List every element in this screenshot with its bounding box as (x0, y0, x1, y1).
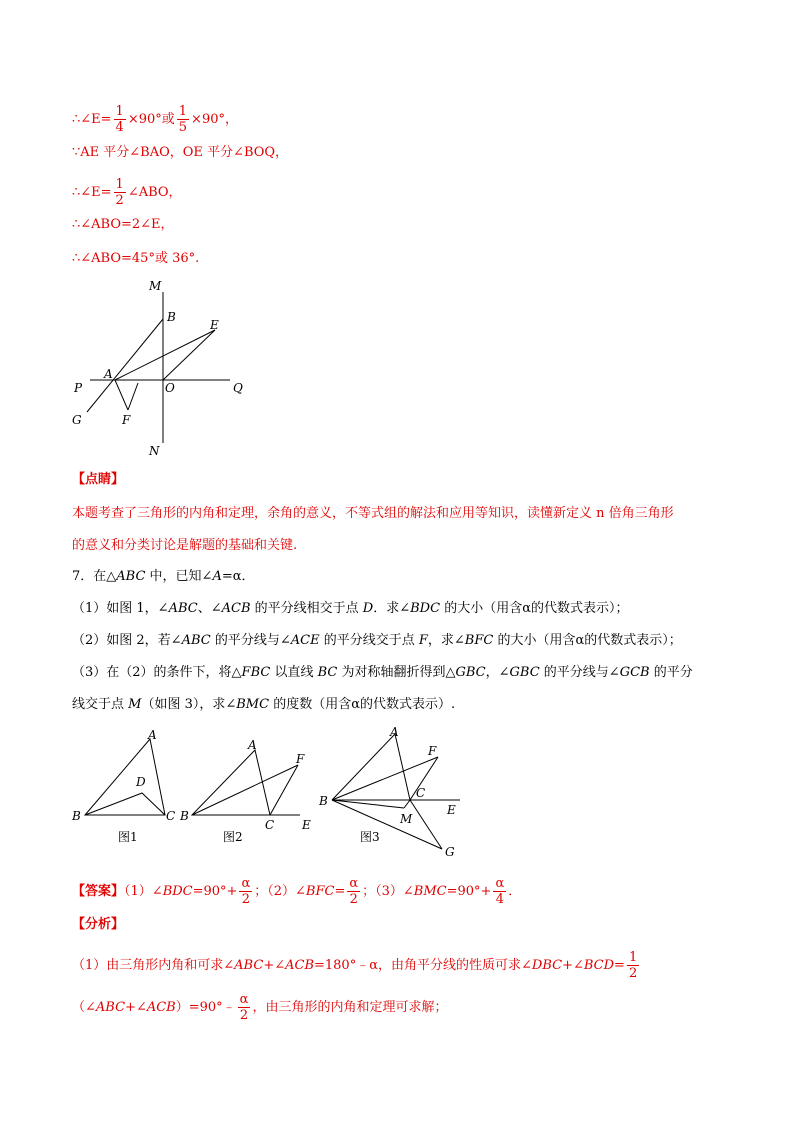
problem-7-stem (72, 567, 255, 587)
text: 、∠ (197, 601, 222, 616)
text: BFC (464, 633, 494, 648)
text: GCB (619, 665, 650, 680)
text: 以直线 (270, 665, 318, 680)
fig1-drawing (85, 739, 165, 815)
text: 线交于点 (72, 697, 129, 712)
label-B: B (167, 310, 176, 324)
denominator: 4 (495, 892, 504, 907)
problem-7-part-2 (72, 631, 682, 651)
solution-line-4: ∴∠ABO=2∠E， (72, 217, 174, 232)
text: 7．在△ (72, 569, 117, 584)
fig3-label-E: E (447, 803, 456, 817)
text: ，由三角形的内角和定理可求解； (252, 1000, 448, 1015)
label-O: O (165, 381, 175, 395)
denominator: 2 (241, 892, 250, 907)
text: DBC (531, 958, 563, 973)
numerator: α (495, 876, 505, 891)
fig2-label-F: F (296, 752, 305, 766)
text: ABC (181, 633, 211, 648)
fraction (627, 950, 639, 981)
text: BDC (162, 884, 193, 899)
label-Q: Q (233, 381, 243, 395)
label-E: E (210, 318, 219, 332)
fraction (239, 876, 252, 907)
fig3-label-F: F (428, 744, 437, 758)
answer-heading: 【答案】 (72, 884, 125, 899)
text: ；（2）∠ (254, 884, 306, 899)
fig2-label-C: C (265, 818, 275, 832)
analysis-heading: 【分析】 (72, 917, 125, 932)
fig3-label-B: B (319, 794, 328, 808)
text: GBC (455, 665, 486, 680)
text: BC (317, 665, 338, 680)
text: M (128, 697, 142, 712)
text: ×90°或 (127, 112, 175, 127)
fig1-label-B: B (72, 809, 81, 823)
numerator: 1 (628, 950, 638, 965)
text: A (212, 569, 222, 584)
text: 的大小（用含α的代数式表示）； (493, 633, 682, 648)
text: 的平分 (649, 665, 693, 680)
line-AE (115, 330, 215, 380)
text: D (362, 601, 374, 616)
text: F (418, 633, 428, 648)
text: ∴∠E= (72, 112, 112, 127)
text: （1）如图 1，∠ (72, 601, 169, 616)
problem-7-part-3-cont (72, 695, 455, 715)
text: FBC (241, 665, 271, 680)
text: 的平分线交于点 (319, 633, 419, 648)
text: +∠ (562, 958, 584, 973)
analysis-line-2 (72, 992, 447, 1023)
numerator: α (241, 876, 251, 891)
text: 为对称轴翻折得到△ (337, 665, 456, 680)
label-F: F (122, 413, 131, 427)
text: ∴∠E= (72, 185, 112, 200)
analysis-line-1 (72, 950, 641, 981)
line-AF (115, 380, 128, 410)
label-M: M (149, 279, 162, 293)
text: 的平分线相交于点 (250, 601, 363, 616)
fraction (114, 177, 126, 208)
text: BMC (413, 884, 447, 899)
text: BCD (583, 958, 615, 973)
dianjing-text-1: 本题考查了三角形的内角和定理，余角的意义，不等式组的解法和应用等知识，读懂新定义 n 倍角三角形 (72, 506, 674, 521)
text: ACB (221, 601, 251, 616)
denominator: 2 (239, 1008, 249, 1023)
fig3-caption: 图3 (360, 830, 380, 844)
geometry-figure-1 (60, 275, 260, 465)
text: GBC (509, 665, 540, 680)
text: ABC (168, 601, 198, 616)
text: 的度数（用含α的代数式表示）. (269, 697, 456, 712)
fig3-BA (332, 734, 395, 800)
denominator: 2 (628, 966, 638, 981)
fig1-label-A: A (148, 728, 157, 742)
text: BFC (305, 884, 335, 899)
fig3-BM (332, 800, 404, 808)
text: ∠ABO， (127, 185, 182, 200)
fig1-label-C: C (166, 809, 176, 823)
denominator: 4 (115, 120, 124, 135)
line-OE (163, 330, 215, 380)
text: =90°+ (446, 884, 492, 899)
denominator: 2 (115, 193, 124, 208)
denominator: 5 (178, 120, 188, 135)
fig1-caption: 图1 (118, 830, 138, 844)
text: BMC (236, 697, 270, 712)
fig3-label-A: A (390, 725, 399, 739)
text: ；（3）∠ (362, 884, 414, 899)
fig2-bisector-BF (192, 765, 298, 815)
fig3-label-G: G (445, 845, 455, 859)
text: +∠ (125, 1000, 147, 1015)
text: （1）由三角形内角和可求∠ (72, 958, 235, 973)
text: ABC (116, 569, 146, 584)
dianjing-text-2: 的意义和分类讨论是解题的基础和关键. (72, 538, 298, 553)
dianjing-heading: 【点睛】 (72, 472, 125, 487)
text: 的平分线与∠ (210, 633, 291, 648)
numerator: α (239, 992, 249, 1007)
text: ． (508, 884, 522, 899)
text: = (614, 958, 625, 973)
fig1-bisectors (85, 793, 165, 815)
text: （1）∠ (124, 884, 163, 899)
text: =180°﹣α，由角平分线的性质可求∠ (314, 958, 532, 973)
fig3-CM (404, 800, 410, 808)
numerator: α (349, 876, 359, 891)
text: （如图 3），求∠ (141, 697, 237, 712)
line-FX (128, 383, 138, 410)
label-N: N (149, 444, 160, 458)
text: ，∠ (485, 665, 510, 680)
fig2-bisector-CF (270, 765, 298, 815)
text: ACB (146, 1000, 176, 1015)
fig2-label-B: B (180, 809, 189, 823)
text: （3）在（2）的条件下，将△ (72, 665, 242, 680)
fig2-label-E: E (302, 818, 311, 832)
problem-7-part-1 (72, 599, 628, 619)
label-G: G (72, 413, 82, 427)
numerator: 1 (115, 104, 124, 119)
label-A: A (104, 367, 113, 381)
text: = (334, 884, 346, 899)
problem-7-part-3 (72, 663, 693, 683)
text: ABC (95, 1000, 126, 1015)
fig2-label-A: A (248, 738, 257, 752)
solution-line-1 (72, 104, 238, 135)
fig3-label-M: M (400, 812, 413, 826)
text: 的平分线与∠ (539, 665, 620, 680)
text: 的大小（用含α的代数式表示）； (440, 601, 629, 616)
fig1-label-D: D (136, 775, 146, 789)
solution-line-5: ∴∠ABO=45°或 36°. (72, 251, 200, 266)
fraction (238, 992, 251, 1023)
geometry-figures-1-3 (60, 722, 480, 867)
fig3-drawing (332, 734, 460, 849)
solution-line-2: ∵AE 平分∠BAO，OE 平分∠BOQ， (72, 145, 289, 160)
denominator: 2 (349, 892, 358, 907)
text: =90°+ (192, 884, 238, 899)
text: ACE (290, 633, 320, 648)
fig2-drawing (192, 750, 300, 815)
line-GB (87, 319, 163, 412)
numerator: 1 (178, 104, 188, 119)
text: BDC (410, 601, 441, 616)
answer-line (72, 876, 521, 907)
text: （2）如图 2，若∠ (72, 633, 182, 648)
text: 中，已知∠ (145, 569, 213, 584)
text: =α． (221, 569, 255, 584)
label-P: P (74, 381, 83, 395)
text: （∠ (72, 1000, 96, 1015)
numerator: 1 (115, 177, 124, 192)
fraction (493, 876, 506, 907)
fig3-label-C: C (416, 786, 426, 800)
text: ABC (234, 958, 264, 973)
fig2-triangle (192, 750, 270, 815)
text: ．求∠ (373, 601, 411, 616)
fraction (114, 104, 126, 135)
fraction (347, 876, 360, 907)
fig2-caption: 图2 (223, 830, 243, 844)
text: ACB (285, 958, 314, 973)
text: ×90°， (191, 112, 238, 127)
text: ，求∠ (427, 633, 465, 648)
text: ）=90°﹣ (175, 1000, 236, 1015)
solution-line-3 (72, 177, 182, 208)
fig3-AC (395, 734, 410, 800)
fraction (177, 104, 189, 135)
text: +∠ (263, 958, 286, 973)
